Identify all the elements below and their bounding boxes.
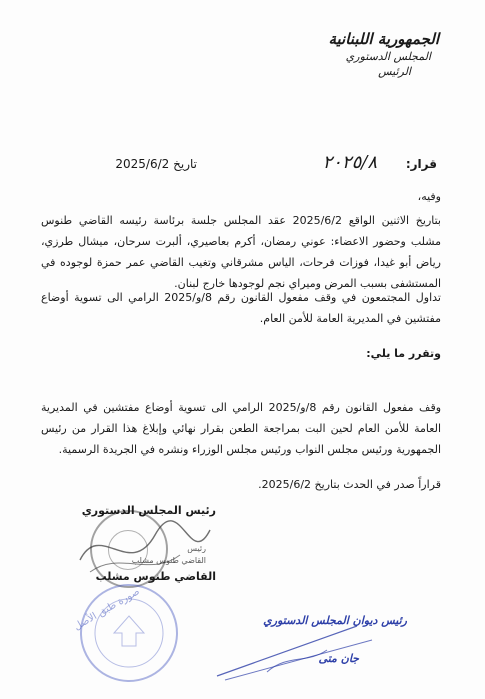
president-signature-block — [60, 500, 220, 590]
decision-date: تاريخ 2025/6/2 — [115, 157, 197, 171]
president-title: رئيس المجلس الدستوري — [81, 504, 216, 517]
ruling-paragraph: وقف مفعول القانون رقم 8/و/2025 الرامي الى تسوية أوضاع مفتشين في المديرية العامة للأمن العام لحين البت بمراجعة الطعن بقرار نهائي وإبلاغ هذا القرار من رئيس الجمهورية ورئيس مجلس النواب ورئيس مجلس الوزراء ونشره في الجريدة الرسمية. — [41, 401, 442, 456]
issued-paragraph: قراراً صدر في الحدث بتاريخ 2025/6/2. — [258, 478, 441, 491]
president-name: القاضي طنوس مشلب — [95, 570, 216, 583]
decision-header — [37, 152, 437, 178]
registry-head-signature-block — [207, 614, 407, 684]
decision-label: قرار: — [405, 157, 437, 171]
letterhead-council: المجلس الدستوري — [345, 50, 431, 63]
registry-head-title: رئيس ديوان المجلس الدستوري — [263, 614, 407, 627]
decision-number: ٢٠٢٥/٨ — [322, 152, 377, 173]
letterhead — [289, 30, 439, 79]
deliberation-paragraph: تداول المجتمعون في وقف مفعول القانون رقم 8/و/2025 الرامي الى تسوية أوضاع مفتشين في المديرية العامة للأمن العام. — [41, 291, 441, 325]
stamp-text-line2: القاضي طنوس مشلب — [131, 556, 206, 565]
session-paragraph: بتاريخ الاثنين الواقع 2025/6/2 عقد المجلس جلسة برئاسة رئيسه القاضي طنوس مشلب وحضور الاعضاء: عوني رمضان، أكرم بعاصيري، ألبرت سرحان، ميشال طرزي، رياض أبو غيدا، فوزات فرحات، الياس مشرقاني وتغيب القاضي عمر حمزة لوجوده في المستشفى بسبب المرض وميراي نجم لوجودها خارج لبنان. — [41, 214, 441, 290]
registry-head-name: جان متى — [318, 652, 359, 665]
decision-heading: وتقرر ما يلي: — [366, 347, 441, 360]
letterhead-republic: الجمهورية اللبنانية — [328, 30, 439, 48]
stamp-text-line1: رئيس — [187, 544, 206, 553]
letterhead-president: الرئيس — [378, 65, 411, 78]
certified-copy-text: صورة طبق الأصل — [72, 586, 142, 633]
intro-text: وفيه، — [417, 190, 441, 203]
